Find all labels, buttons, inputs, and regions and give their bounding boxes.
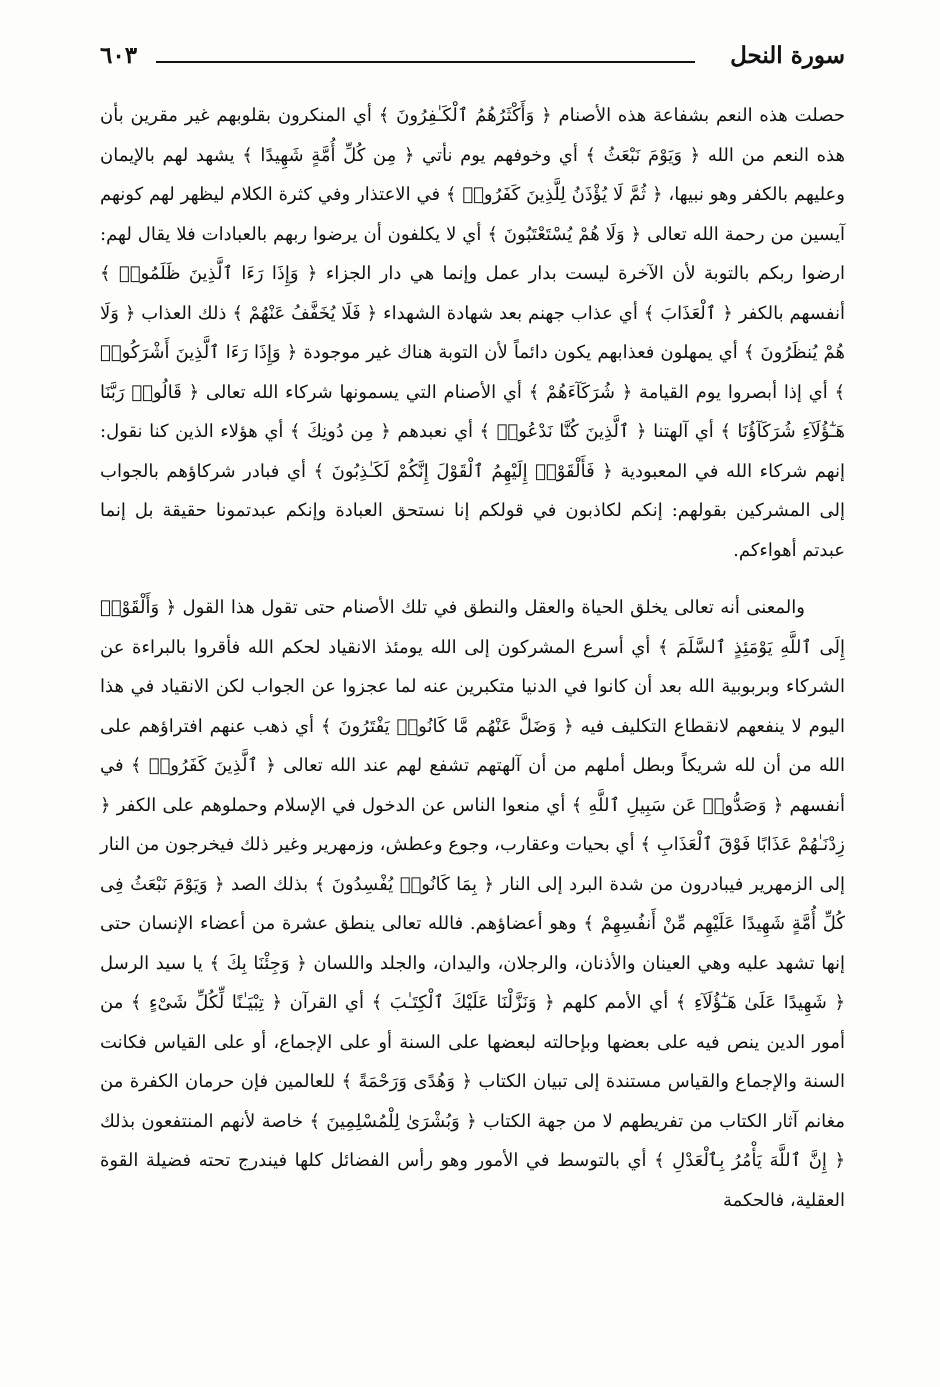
header-rule <box>156 61 695 63</box>
surah-title: سورة النحل <box>730 42 845 69</box>
page-body <box>100 96 845 1220</box>
paragraph: حصلت هذه النعم بشفاعة هذه الأصنام ﴿ وَأَكْثَرُهُمُ ٱلْكَـٰفِرُونَ ﴾ أي المنكرون بقلوبهم غير مقرين بأن هذه النعم من الله ﴿ وَيَوْمَ نَبْعَثُ ﴾ أي وخوفهم يوم نأتي ﴿ مِن كُلِّ أُمَّةٍ شَهِيدًا ﴾ يشهد لهم بالإيمان وعليهم بالكفر وهو نبيها، ﴿ ثُمَّ لَا يُؤْذَنُ لِلَّذِينَ كَفَرُوا۟ ﴾ في الاعتذار وفي كثرة الكلام ليظهر لهم كونهم آيسين من رحمة الله تعالى ﴿ وَلَا هُمْ يُسْتَعْتَبُونَ ﴾ أي لا يكلفون أن يرضوا ربهم بالعبادات فلا يقال لهم: ارضوا ربكم بالتوبة لأن الآخرة ليست بدار عمل وإنما هي دار الجزاء ﴿ وَإِذَا رَءَا ٱلَّذِينَ ظَلَمُوا۟ ﴾ أنفسهم بالكفر ﴿ ٱلْعَذَابَ ﴾ أي عذاب جهنم بعد شهادة الشهداء ﴿ فَلَا يُخَفَّفُ عَنْهُمْ ﴾ ذلك العذاب ﴿ وَلَا هُمْ يُنظَرُونَ ﴾ أي يمهلون فعذابهم يكون دائماً لأن التوبة هناك غير موجودة ﴿ وَإِذَا رَءَا ٱلَّذِينَ أَشْرَكُوا۟ ﴾ أي إذا أبصروا يوم القيامة ﴿ شُرَكَآءَهُمْ ﴾ أي الأصنام التي يسمونها شركاء الله تعالى ﴿ قَالُوا۟ رَبَّنَا هَـٰٓؤُلَآءِ شُرَكَآؤُنَا ﴾ أي آلهتنا ﴿ ٱلَّذِينَ كُنَّا نَدْعُوا۟ ﴾ أي نعبدهم ﴿ مِن دُونِكَ ﴾ أي هؤلاء الذين كنا نقول: إنهم شركاء الله في المعبودية ﴿ فَأَلْقَوْا۟ إِلَيْهِمُ ٱلْقَوْلَ إِنَّكُمْ لَكَـٰذِبُونَ ﴾ أي فبادر شركاؤهم بالجواب إلى المشركين بقولهم: إنكم لكاذبون في قولكم إنا نستحق العبادة وإنكم عبدتمونا حقيقة بل إنما عبدتم أهواءكم. <box>100 105 845 561</box>
page-header <box>100 40 845 80</box>
paragraph: والمعنى أنه تعالى يخلق الحياة والعقل والنطق في تلك الأصنام حتى تقول هذا القول ﴿ وَأَلْقَوْا۟ إِلَى ٱللَّهِ يَوْمَئِذٍ ٱلسَّلَمَ ﴾ أي أسرع المشركون إلى الله يومئذ الانقياد لحكم الله فأقروا بالبراءة عن الشركاء وبربوبية الله بعد أن كانوا في الدنيا متكبرين عنه لما عجزوا عن الجواب لكن الانقياد في هذا اليوم لا ينفعهم لانقطاع التكليف فيه ﴿ وَضَلَّ عَنْهُم مَّا كَانُوا۟ يَفْتَرُونَ ﴾ أي ذهب عنهم افتراؤهم على الله من أن لله شريكاً وبطل أملهم من أن آلهتهم تشفع لهم عند الله تعالى ﴿ ٱلَّذِينَ كَفَرُوا۟ ﴾ في أنفسهم ﴿ وَصَدُّوا۟ عَن سَبِيلِ ٱللَّهِ ﴾ أي منعوا الناس عن الدخول في الإسلام وحملوهم على الكفر ﴿ زِدْنَـٰهُمْ عَذَابًا فَوْقَ ٱلْعَذَابِ ﴾ أي بحيات وعقارب، وجوع وعطش، وزمهرير وغير ذلك فيخرجون من النار إلى الزمهرير فيبادرون من شدة البرد إلى النار ﴿ بِمَا كَانُوا۟ يُفْسِدُونَ ﴾ بذلك الصد ﴿ وَيَوْمَ نَبْعَثُ فِى كُلِّ أُمَّةٍ شَهِيدًا عَلَيْهِم مِّنْ أَنفُسِهِمْ ﴾ وهو أعضاؤهم. فالله تعالى ينطق عشرة من أعضاء الإنسان حتى إنها تشهد عليه وهي العينان والأذنان، والرجلان، واليدان، والجلد واللسان ﴿ وَجِئْنَا بِكَ ﴾ يا سيد الرسل ﴿ شَهِيدًا عَلَىٰ هَـٰٓؤُلَآءِ ﴾ أي الأمم كلهم ﴿ وَنَزَّلْنَا عَلَيْكَ ٱلْكِتَـٰبَ ﴾ أي القرآن ﴿ تِبْيَـٰنًا لِّكُلِّ شَىْءٍ ﴾ من أمور الدين ينص فيه على بعضها وبإحالته لبعضها على السنة أو على الإجماع، أو على القياس فكانت السنة والإجماع والقياس مستندة إلى تبيان الكتاب ﴿ وَهُدًى وَرَحْمَةً ﴾ للعالمين فإن حرمان الكفرة من مغانم آثار الكتاب من تفريطهم لا من جهة الكتاب ﴿ وَبُشْرَىٰ لِلْمُسْلِمِينَ ﴾ خاصة لأنهم المنتفعون بذلك ﴿ إِنَّ ٱللَّهَ يَأْمُرُ بِٱلْعَدْلِ ﴾ أي بالتوسط في الأمور وهو رأس الفضائل كلها فيندرج تحته فضيلة القوة العقلية، فالحكمة <box>100 597 845 1211</box>
page-number: ٦٠٣ <box>100 42 138 69</box>
